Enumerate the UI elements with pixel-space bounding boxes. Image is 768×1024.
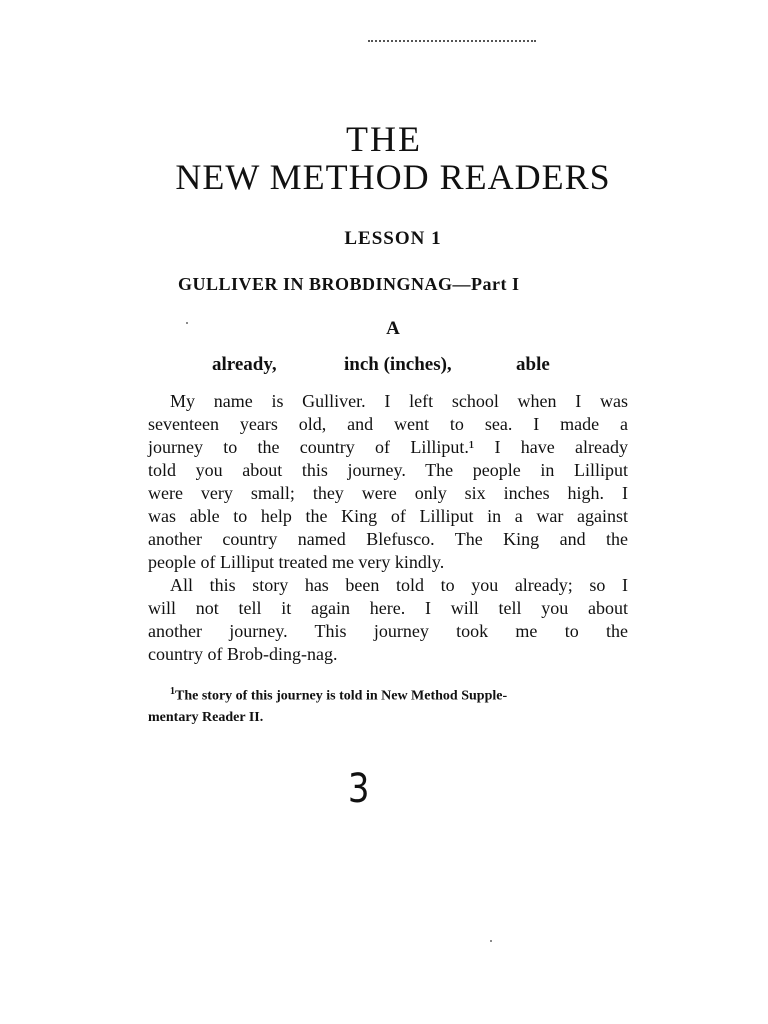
text-line: will not tell it again here. I will tell you about (148, 598, 628, 618)
footnote-line: mentary Reader II. (148, 709, 264, 725)
text-line: people of Lilliput treated me very kindly. (148, 552, 445, 572)
section-label: A (386, 318, 400, 339)
footnote (148, 681, 628, 728)
text-line: All this story has been told to you already; so I (170, 575, 628, 595)
text-line: was able to help the King of Lilliput in a war against (148, 506, 628, 526)
text-line: country of Brob-ding-nag. (148, 644, 338, 664)
text-line: seventeen years old, and went to sea. I made a (148, 414, 628, 434)
text-line: another country named Blefusco. The King and the (148, 529, 628, 549)
lesson-subtitle: GULLIVER IN BROBDINGNAG—Part I (178, 274, 520, 294)
lesson-heading: LESSON 1 (344, 228, 442, 249)
vocabulary-word: already, (212, 354, 277, 375)
page-number: 3 (347, 766, 370, 812)
text-line: were very small; they were only six inches high. I (148, 483, 628, 503)
text-line: My name is Gulliver. I left school when I was (170, 391, 628, 411)
vocabulary-word: able (516, 354, 550, 375)
footnote-line (148, 681, 628, 707)
lesson-body (148, 390, 628, 666)
book-title-line2: NEW METHOD READERS (175, 157, 611, 197)
footnote-text: The story of this journey is told in New Method Supple- (175, 688, 508, 704)
footnote-marker: 1 (170, 686, 175, 697)
text-line: another journey. This journey took me to the (148, 621, 628, 641)
scan-speck (490, 940, 492, 942)
vocabulary-word: inch (inches), (344, 354, 452, 375)
text-line: journey to the country of Lilliput.¹ I have already (148, 437, 628, 457)
scan-artifact (368, 40, 536, 44)
paragraph (148, 390, 628, 574)
paragraph (148, 574, 628, 666)
book-title-line1: THE (346, 119, 422, 159)
text-line: told you about this journey. The people in Lilliput (148, 460, 628, 480)
